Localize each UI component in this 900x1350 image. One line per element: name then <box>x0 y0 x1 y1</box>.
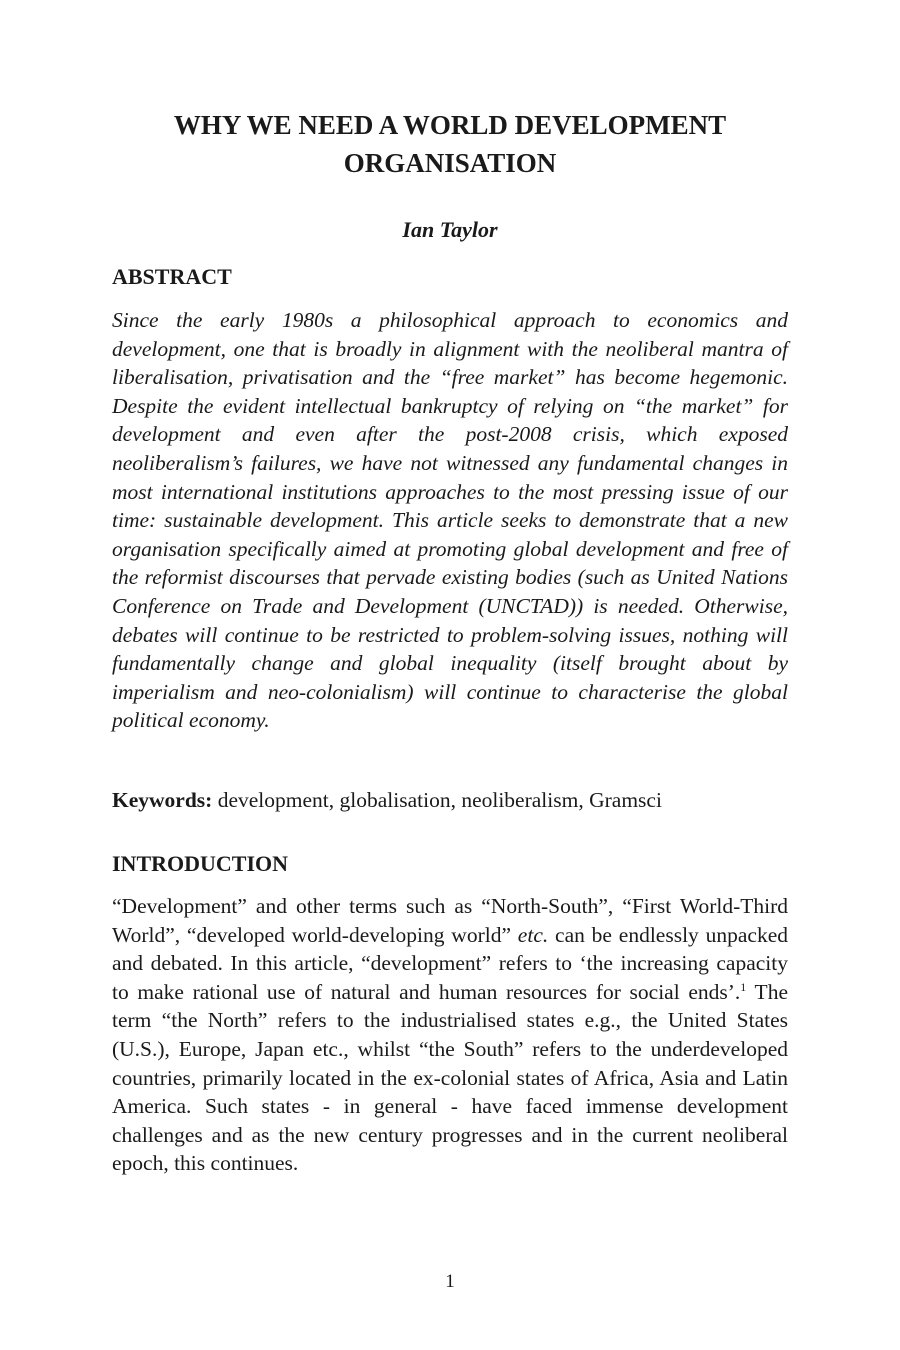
introduction-text <box>112 892 788 1178</box>
introduction-heading: INTRODUCTION <box>112 851 289 876</box>
title-line-1: WHY WE NEED A WORLD DEVELOPMENT <box>173 110 727 140</box>
abstract-text: Since the early 1980s a philosophical approach to economics and development, one that is broadly in alignment with the neoliberal mantra of liberalisation, privatisation and the “free market” has become hegemonic. Despite the evident intellectual bankruptcy of relying on “the market” for development and even after the post-2008 crisis, which exposed neoliberalism’s failures, we have not witnessed any fundamental changes in most international institutions approaches to the most pressing issue of our time: sustainable development. This article seeks to demonstrate that a new organisation specifically aimed at promoting global development and free of the reformist discourses that pervade existing bodies (such as United Nations Conference on Trade and Development (UNCTAD)) is needed. Otherwise, debates will continue to be restricted to problem-solving issues, nothing will fundamentally change and global inequality (itself brought about by imperialism and neo-colonialism) will continue to characterise the global political economy. <box>112 308 788 733</box>
intro-text-part-2: can be endlessly unpacked and debated. In this article, “development” refers to ‘the increasing capacity to make rational use of natural and human resources for social ends’. <box>112 922 788 1004</box>
intro-text-part-3: The term “the North” refers to the industrialised states e.g., the United States (U.S.), Europe, Japan etc., whilst “the South” refers to the underdeveloped countries, primarily located in the ex-colonial states of Africa, Asia and Latin America. Such states - in general - have faced immense development challenges and as the new century progresses and in the current neoliberal epoch, this continues. <box>112 979 788 1176</box>
author-name: Ian Taylor <box>402 217 498 242</box>
abstract-heading: ABSTRACT <box>112 264 232 289</box>
keywords-line <box>112 785 788 815</box>
title-line-2: ORGANISATION <box>343 148 557 178</box>
keywords-label: Keywords: <box>112 788 213 812</box>
footnote-marker[interactable]: 1 <box>740 979 747 994</box>
intro-text-part-1: “Development” and other terms such as “North-South”, “First World-Third World”, “developed world-developing world” <box>112 894 788 947</box>
page-number: 1 <box>445 1271 455 1292</box>
page-title <box>112 106 788 182</box>
keywords-text: development, globalisation, neoliberalism, Gramsci <box>212 788 662 812</box>
intro-etc: etc. <box>517 922 549 947</box>
